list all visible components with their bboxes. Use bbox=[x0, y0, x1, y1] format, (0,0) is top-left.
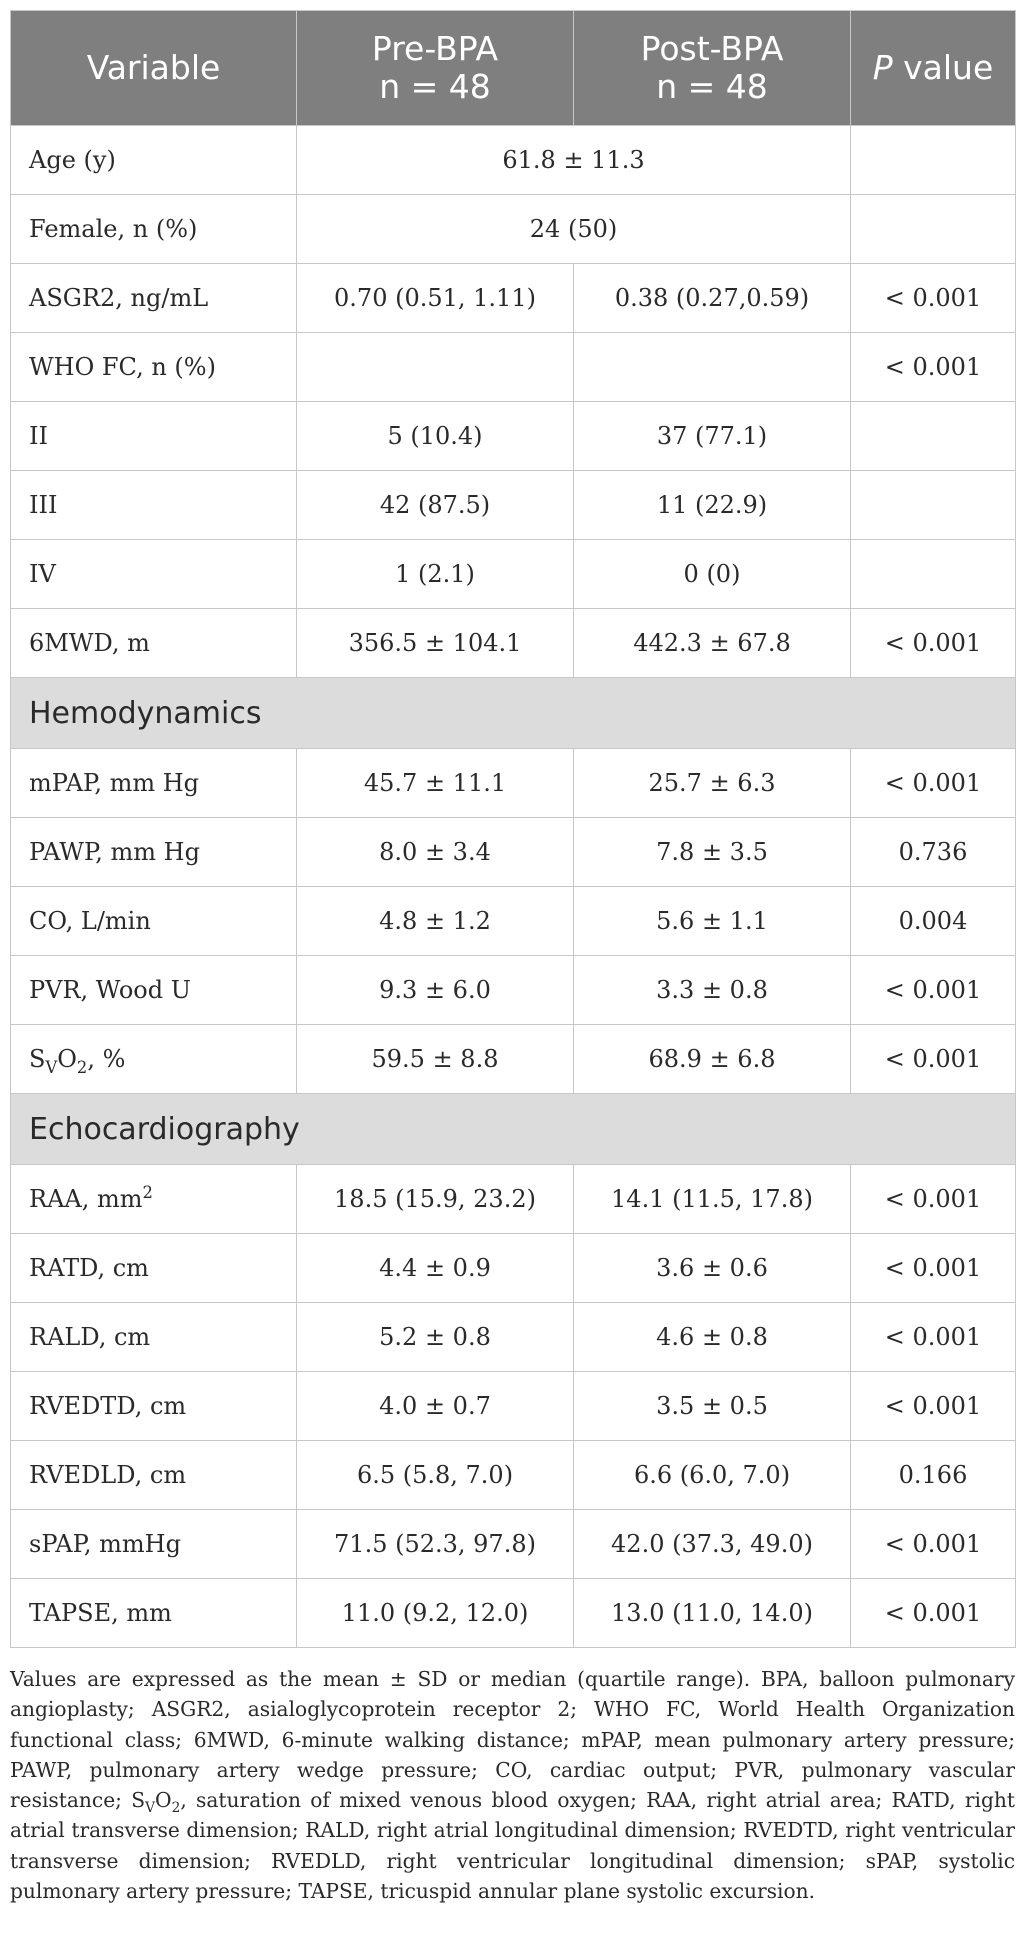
post-value: 5.6 ± 1.1 bbox=[574, 887, 851, 956]
p-value: < 0.001 bbox=[851, 1234, 1016, 1303]
header-post-n: n = 48 bbox=[656, 67, 768, 106]
header-variable: Variable bbox=[11, 11, 297, 126]
table-row bbox=[11, 956, 1016, 1025]
pre-value: 71.5 (52.3, 97.8) bbox=[297, 1510, 574, 1579]
footnote-subscript: 2 bbox=[171, 1800, 181, 1817]
header-post-bpa bbox=[574, 11, 851, 126]
table-row bbox=[11, 1165, 1016, 1234]
p-value: < 0.001 bbox=[851, 1303, 1016, 1372]
p-value: < 0.001 bbox=[851, 1579, 1016, 1648]
pre-value: 6.5 (5.8, 7.0) bbox=[297, 1441, 574, 1510]
table-row bbox=[11, 264, 1016, 333]
p-value: < 0.001 bbox=[851, 1025, 1016, 1094]
header-p-italic: P bbox=[872, 48, 893, 87]
pre-value: 9.3 ± 6.0 bbox=[297, 956, 574, 1025]
section-title: Echocardiography bbox=[11, 1094, 1016, 1165]
row-label: RATD, cm bbox=[11, 1234, 297, 1303]
footnote-text: , saturation of mixed venous blood oxygen; RAA, right atrial area; RATD, right atrial transverse dimension; RALD, right atrial longitudinal dimension; RVEDTD, right ventricular transverse dimension; RVEDLD, right ventricular longitudinal dimension; sPAP, systolic pulmonary artery pressure; TAPSE, tricuspid annular plane systolic excursion. bbox=[10, 1788, 1015, 1904]
p-value: 0.004 bbox=[851, 887, 1016, 956]
row-label-svo2 bbox=[11, 1025, 297, 1094]
pre-value bbox=[297, 333, 574, 402]
table-row bbox=[11, 1579, 1016, 1648]
post-value: 37 (77.1) bbox=[574, 402, 851, 471]
header-p-value bbox=[851, 11, 1016, 126]
pre-value: 59.5 ± 8.8 bbox=[297, 1025, 574, 1094]
table-row bbox=[11, 471, 1016, 540]
pre-value: 356.5 ± 104.1 bbox=[297, 609, 574, 678]
post-value: 3.6 ± 0.6 bbox=[574, 1234, 851, 1303]
row-label: sPAP, mmHg bbox=[11, 1510, 297, 1579]
p-value: < 0.001 bbox=[851, 1165, 1016, 1234]
row-label-raa bbox=[11, 1165, 297, 1234]
row-label: II bbox=[11, 402, 297, 471]
table-row bbox=[11, 609, 1016, 678]
footnote-text: O bbox=[155, 1788, 172, 1813]
table-row bbox=[11, 1441, 1016, 1510]
label-subscript: V bbox=[45, 1057, 58, 1077]
table-row bbox=[11, 1025, 1016, 1094]
row-label: WHO FC, n (%) bbox=[11, 333, 297, 402]
merged-value: 61.8 ± 11.3 bbox=[297, 126, 851, 195]
row-label: III bbox=[11, 471, 297, 540]
table-row bbox=[11, 749, 1016, 818]
label-part: S bbox=[29, 1045, 46, 1073]
section-row-echocardiography bbox=[11, 1094, 1016, 1165]
row-label: ASGR2, ng/mL bbox=[11, 264, 297, 333]
p-value: < 0.001 bbox=[851, 333, 1016, 402]
table-row bbox=[11, 195, 1016, 264]
row-label: PVR, Wood U bbox=[11, 956, 297, 1025]
row-label: CO, L/min bbox=[11, 887, 297, 956]
post-value: 11 (22.9) bbox=[574, 471, 851, 540]
post-value: 442.3 ± 67.8 bbox=[574, 609, 851, 678]
label-subscript: 2 bbox=[76, 1057, 88, 1077]
post-value: 25.7 ± 6.3 bbox=[574, 749, 851, 818]
pre-value: 11.0 (9.2, 12.0) bbox=[297, 1579, 574, 1648]
post-value: 4.6 ± 0.8 bbox=[574, 1303, 851, 1372]
p-value: < 0.001 bbox=[851, 609, 1016, 678]
label-part: , % bbox=[87, 1045, 126, 1073]
post-value: 6.6 (6.0, 7.0) bbox=[574, 1441, 851, 1510]
label-part: RAA, mm bbox=[29, 1185, 143, 1213]
merged-value: 24 (50) bbox=[297, 195, 851, 264]
p-value: < 0.001 bbox=[851, 1372, 1016, 1441]
label-superscript: 2 bbox=[142, 1183, 153, 1202]
table-row bbox=[11, 333, 1016, 402]
header-pre-title: Pre-BPA bbox=[371, 29, 499, 68]
p-value: < 0.001 bbox=[851, 1510, 1016, 1579]
data-table-container bbox=[10, 10, 1015, 1648]
p-value bbox=[851, 540, 1016, 609]
table-row bbox=[11, 818, 1016, 887]
footnote-subscript: V bbox=[145, 1800, 156, 1817]
post-value: 3.5 ± 0.5 bbox=[574, 1372, 851, 1441]
pre-value: 0.70 (0.51, 1.11) bbox=[297, 264, 574, 333]
pre-value: 5.2 ± 0.8 bbox=[297, 1303, 574, 1372]
post-value: 7.8 ± 3.5 bbox=[574, 818, 851, 887]
table-row bbox=[11, 126, 1016, 195]
table-row bbox=[11, 402, 1016, 471]
p-value: < 0.001 bbox=[851, 749, 1016, 818]
post-value: 42.0 (37.3, 49.0) bbox=[574, 1510, 851, 1579]
table-row bbox=[11, 1372, 1016, 1441]
header-pre-bpa bbox=[297, 11, 574, 126]
pre-value: 4.0 ± 0.7 bbox=[297, 1372, 574, 1441]
row-label: PAWP, mm Hg bbox=[11, 818, 297, 887]
table-row bbox=[11, 887, 1016, 956]
row-label: mPAP, mm Hg bbox=[11, 749, 297, 818]
pre-value: 1 (2.1) bbox=[297, 540, 574, 609]
pre-value: 4.8 ± 1.2 bbox=[297, 887, 574, 956]
row-label: Female, n (%) bbox=[11, 195, 297, 264]
table-row bbox=[11, 1234, 1016, 1303]
row-label: IV bbox=[11, 540, 297, 609]
post-value: 14.1 (11.5, 17.8) bbox=[574, 1165, 851, 1234]
row-label: TAPSE, mm bbox=[11, 1579, 297, 1648]
pre-value: 45.7 ± 11.1 bbox=[297, 749, 574, 818]
post-value: 0 (0) bbox=[574, 540, 851, 609]
section-row-hemodynamics bbox=[11, 678, 1016, 749]
post-value: 68.9 ± 6.8 bbox=[574, 1025, 851, 1094]
post-value: 3.3 ± 0.8 bbox=[574, 956, 851, 1025]
footnote-text: Values are expressed as the mean ± SD or median (quartile range). BPA, balloon pulmonary angioplasty; ASGR2, asialoglycoprotein receptor 2; WHO FC, World Health Organization functional class; 6MWD, 6-minute walking distance; mPAP, mean pulmonary artery pressure; PAWP, pulmonary artery wedge pressure; CO, cardiac output; PVR, pulmonary vascular resistance; S bbox=[10, 1667, 1015, 1813]
post-value bbox=[574, 333, 851, 402]
pre-value: 18.5 (15.9, 23.2) bbox=[297, 1165, 574, 1234]
p-value bbox=[851, 126, 1016, 195]
pre-value: 5 (10.4) bbox=[297, 402, 574, 471]
table-row bbox=[11, 1303, 1016, 1372]
header-post-title: Post-BPA bbox=[640, 29, 784, 68]
pre-value: 42 (87.5) bbox=[297, 471, 574, 540]
p-value bbox=[851, 402, 1016, 471]
p-value: 0.736 bbox=[851, 818, 1016, 887]
label-part: O bbox=[57, 1045, 77, 1073]
table-header-row bbox=[11, 11, 1016, 126]
row-label: Age (y) bbox=[11, 126, 297, 195]
p-value: 0.166 bbox=[851, 1441, 1016, 1510]
data-table bbox=[10, 10, 1016, 1648]
section-title: Hemodynamics bbox=[11, 678, 1016, 749]
row-label: RALD, cm bbox=[11, 1303, 297, 1372]
row-label: RVEDTD, cm bbox=[11, 1372, 297, 1441]
table-footnote bbox=[10, 1664, 1015, 1906]
row-label: 6MWD, m bbox=[11, 609, 297, 678]
p-value: < 0.001 bbox=[851, 956, 1016, 1025]
post-value: 13.0 (11.0, 14.0) bbox=[574, 1579, 851, 1648]
table-row bbox=[11, 1510, 1016, 1579]
pre-value: 8.0 ± 3.4 bbox=[297, 818, 574, 887]
post-value: 0.38 (0.27,0.59) bbox=[574, 264, 851, 333]
p-value bbox=[851, 471, 1016, 540]
p-value bbox=[851, 195, 1016, 264]
header-p-rest: value bbox=[892, 48, 994, 87]
header-pre-n: n = 48 bbox=[379, 67, 491, 106]
row-label: RVEDLD, cm bbox=[11, 1441, 297, 1510]
table-row bbox=[11, 540, 1016, 609]
p-value: < 0.001 bbox=[851, 264, 1016, 333]
pre-value: 4.4 ± 0.9 bbox=[297, 1234, 574, 1303]
